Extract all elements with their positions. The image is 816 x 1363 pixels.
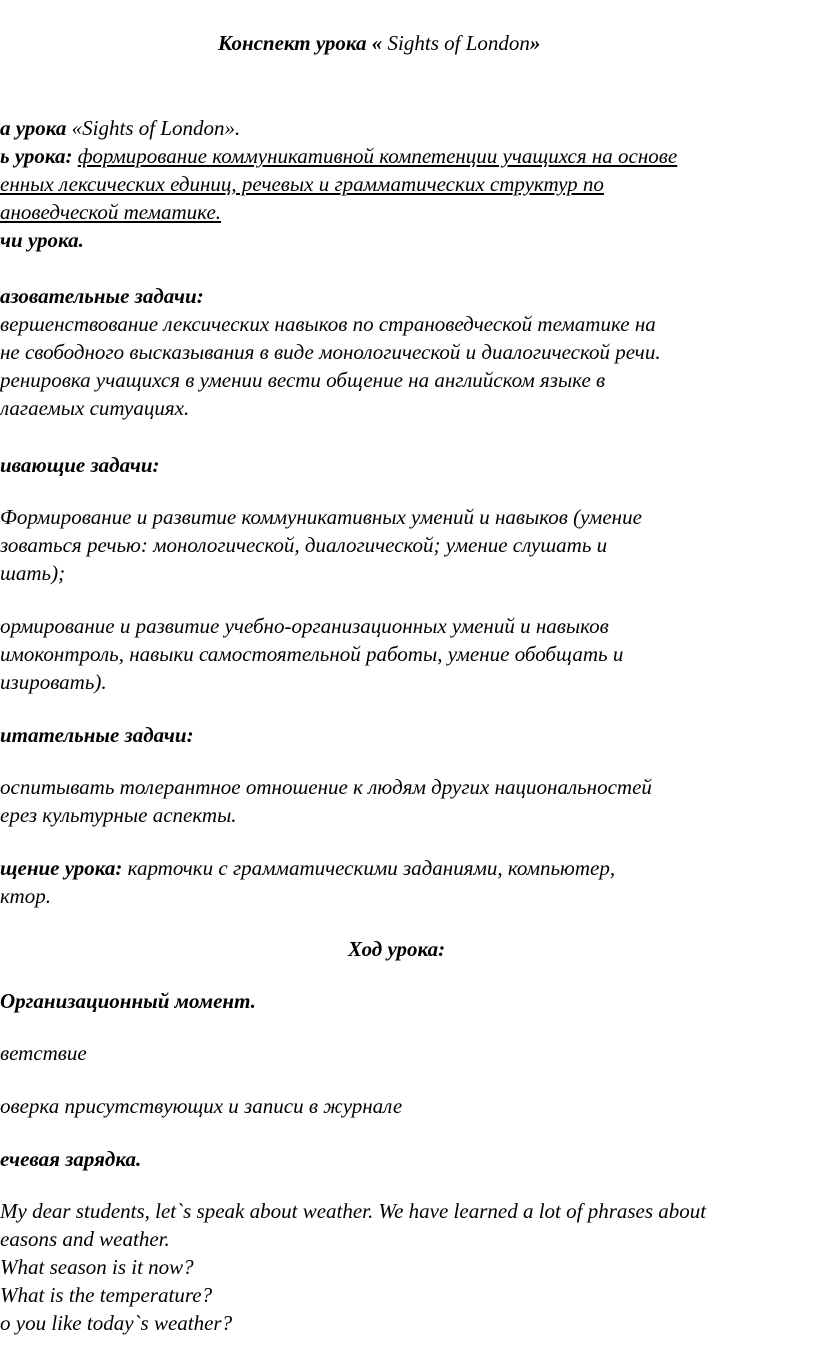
upbringing-line-2: ерез культурные аспекты.: [0, 803, 237, 827]
upbringing-line-1: оспитывать толерантное отношение к людям других национальностей: [0, 775, 652, 799]
topic-value: «Sights of London».: [66, 116, 241, 140]
goal-label: ь урока:: [0, 144, 73, 168]
educational-heading: азовательные задачи:: [0, 284, 204, 308]
course-heading: Ход урока:: [348, 937, 446, 961]
goal-line-2: енных лексических единиц, речевых и грамматических структур по: [0, 172, 604, 196]
upbringing-heading: итательные задачи:: [0, 723, 194, 747]
warmup-heading: ечевая зарядка.: [0, 1147, 142, 1171]
educational-line-1: вершенствование лексических навыков по страноведческой тематике на: [0, 312, 656, 336]
developing-heading: ивающие задачи:: [0, 453, 160, 477]
greeting-line: ветствие: [0, 1041, 87, 1065]
goal-line-1: [0, 142, 677, 170]
equipment-line-2: ктор.: [0, 884, 51, 908]
title-plain: Sights of London: [382, 31, 530, 55]
equipment-value: карточки с грамматическими заданиями, компьютер,: [122, 856, 616, 880]
educational-line-3: ренировка учащихся в умении вести общение на английском языке в: [0, 368, 606, 392]
developing-p1-line-1: Формирование и развитие коммуникативных умений и навыков (умение: [0, 505, 642, 529]
title-bold: Конспект урока «: [218, 31, 383, 55]
topic-line: [0, 114, 240, 142]
developing-p2-line-2: имоконтроль, навыки самостоятельной работы, умение обобщать и: [0, 642, 624, 666]
topic-label: а урока: [0, 116, 67, 140]
equipment-label: щение урока:: [0, 856, 123, 880]
equipment-line-1: [0, 854, 615, 882]
title-tail: »: [529, 31, 541, 55]
goal-line-3: ановедческой тематике.: [0, 200, 222, 224]
developing-p2-line-1: ормирование и развитие учебно-организационных умений и навыков: [0, 614, 609, 638]
developing-p1-line-3: шать);: [0, 561, 66, 585]
warmup-line-2: easons and weather.: [0, 1227, 170, 1251]
page-title: [218, 29, 540, 57]
developing-p2-line-3: изировать).: [0, 670, 107, 694]
educational-line-2: не свободного высказывания в виде монологической и диалогической речи.: [0, 340, 661, 364]
warmup-line-3: What season is it now?: [0, 1255, 194, 1279]
warmup-line-4: What is the temperature?: [0, 1283, 213, 1307]
warmup-line-1: My dear students, let`s speak about weather. We have learned a lot of phrases about: [0, 1199, 707, 1223]
developing-p1-line-2: зоваться речью: монологической, диалогической; умение слушать и: [0, 533, 608, 557]
warmup-line-5: o you like today`s weather?: [0, 1311, 233, 1335]
educational-line-4: лагаемых ситуациях.: [0, 396, 190, 420]
tasks-heading: чи урока.: [0, 228, 84, 252]
checking-line: оверка присутствующих и записи в журнале: [0, 1094, 403, 1118]
org-heading: Организационный момент.: [0, 989, 256, 1013]
goal-text-1: формирование коммуникативной компетенции учащихся на основе: [77, 144, 678, 168]
